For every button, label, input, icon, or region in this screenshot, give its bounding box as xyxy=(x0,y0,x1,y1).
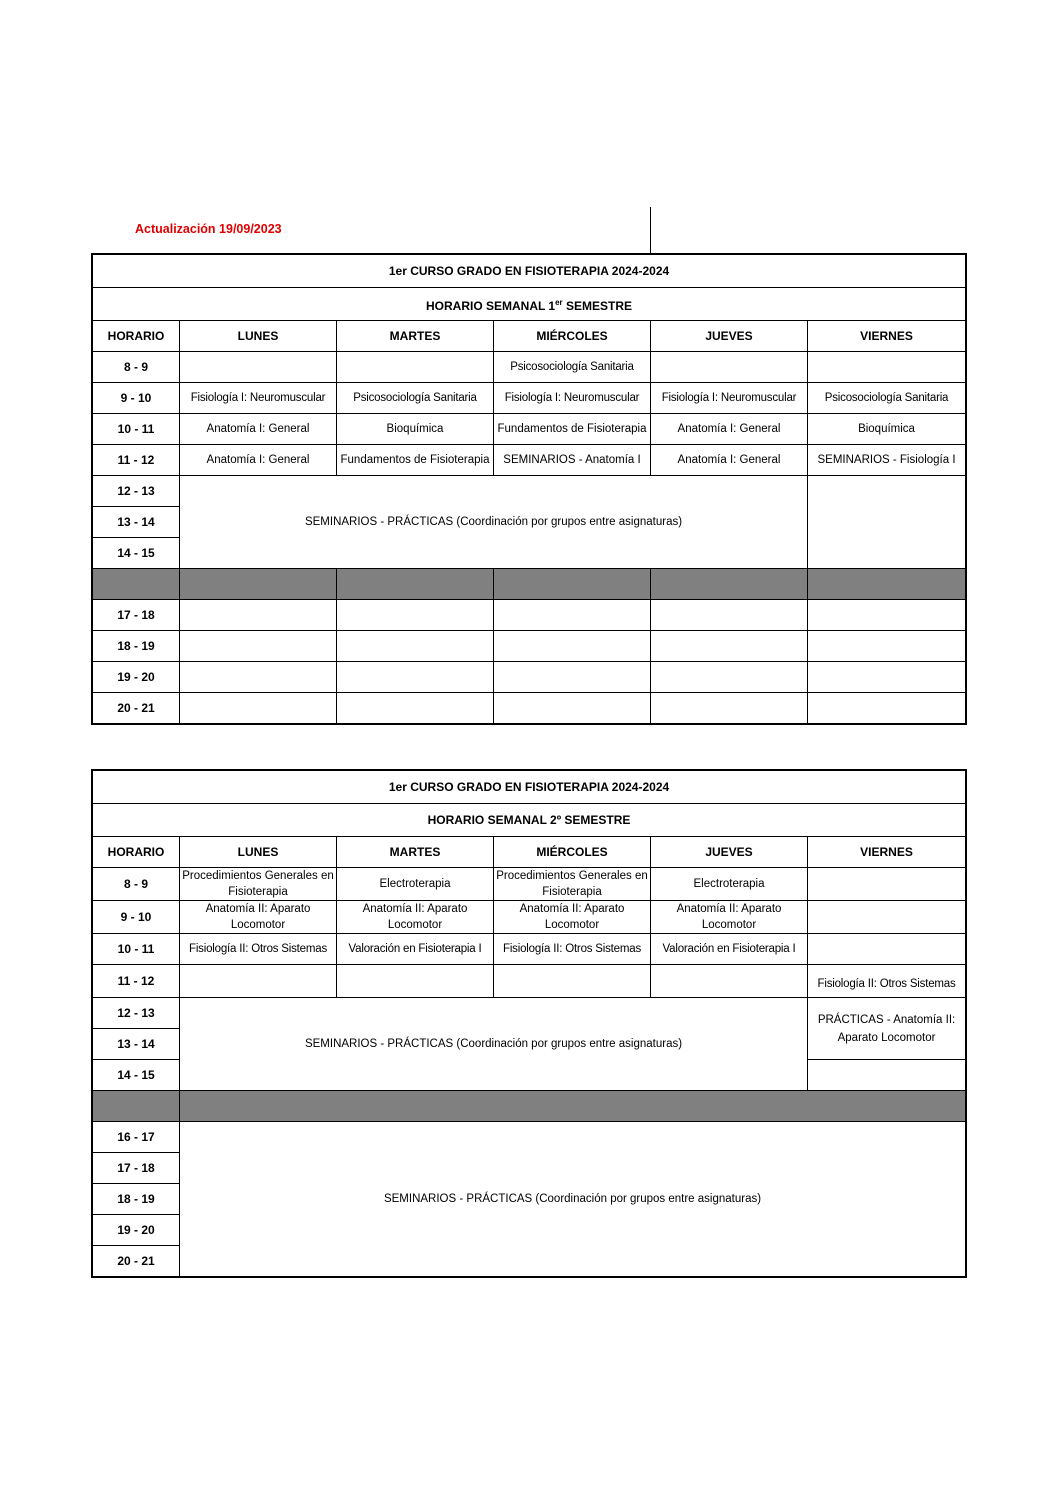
col-lunes: LUNES xyxy=(180,321,337,352)
table-row xyxy=(93,600,966,631)
hour-cell: 17 - 18 xyxy=(93,1153,180,1184)
class-cell: Anatomía II: Aparato Locomotor xyxy=(651,901,808,934)
table-row xyxy=(93,965,966,998)
table-row xyxy=(93,662,966,693)
table-row xyxy=(93,476,966,507)
hour-cell: 19 - 20 xyxy=(93,662,180,693)
table-row xyxy=(93,631,966,662)
table-row xyxy=(93,901,966,934)
hour-cell: 17 - 18 xyxy=(93,600,180,631)
divider-line xyxy=(650,207,651,253)
hour-cell: 11 - 12 xyxy=(93,445,180,476)
empty-cell xyxy=(651,662,808,693)
col-lunes: LUNES xyxy=(180,837,337,868)
class-cell xyxy=(494,965,651,998)
hour-cell: 11 - 12 xyxy=(93,965,180,998)
table-row xyxy=(93,934,966,965)
class-cell xyxy=(808,352,966,383)
class-cell: Procedimientos Generales en Fisioterapia xyxy=(180,868,337,901)
class-cell: Anatomía II: Aparato Locomotor xyxy=(337,901,494,934)
semester-title: HORARIO SEMANAL 1er SEMESTRE xyxy=(93,288,966,321)
empty-cell xyxy=(494,631,651,662)
break-row xyxy=(93,569,966,600)
course-title: 1er CURSO GRADO EN FISIOTERAPIA 2024-2024 xyxy=(93,771,966,804)
hour-cell: 18 - 19 xyxy=(93,1184,180,1215)
break-cell xyxy=(494,569,651,600)
class-cell: Valoración en Fisioterapia I xyxy=(337,934,494,965)
table-row xyxy=(93,414,966,445)
seminars-block: SEMINARIOS - PRÁCTICAS (Coordinación por grupos entre asignaturas) xyxy=(180,998,808,1091)
table-row xyxy=(93,998,966,1029)
col-viernes: VIERNES xyxy=(808,837,966,868)
class-cell: Electroterapia xyxy=(651,868,808,901)
empty-cell xyxy=(337,662,494,693)
class-cell xyxy=(808,868,966,901)
break-cell xyxy=(93,1091,180,1122)
course-title: 1er CURSO GRADO EN FISIOTERAPIA 2024-2024 xyxy=(93,255,966,288)
schedule-semester-1 xyxy=(92,254,966,724)
seminars-block-evening: SEMINARIOS - PRÁCTICAS (Coordinación por grupos entre asignaturas) xyxy=(180,1122,966,1277)
hour-cell: 16 - 17 xyxy=(93,1122,180,1153)
hour-cell: 14 - 15 xyxy=(93,1060,180,1091)
class-cell xyxy=(651,965,808,998)
empty-cell xyxy=(651,693,808,724)
empty-cell xyxy=(651,600,808,631)
class-cell: Anatomía I: General xyxy=(180,445,337,476)
col-horario: HORARIO xyxy=(93,837,180,868)
hour-cell: 10 - 11 xyxy=(93,934,180,965)
break-cell xyxy=(93,569,180,600)
class-cell: Anatomía I: General xyxy=(651,414,808,445)
table-row xyxy=(93,868,966,901)
col-martes: MARTES xyxy=(337,321,494,352)
hour-cell: 12 - 13 xyxy=(93,998,180,1029)
table-row xyxy=(93,445,966,476)
hour-cell: 20 - 21 xyxy=(93,693,180,724)
schedule-semester-2 xyxy=(92,770,966,1277)
break-cell xyxy=(808,569,966,600)
col-jueves: JUEVES xyxy=(651,321,808,352)
class-cell: Psicosociología Sanitaria xyxy=(337,383,494,414)
hour-cell: 19 - 20 xyxy=(93,1215,180,1246)
class-cell: Fisiología II: Otros Sistemas xyxy=(180,934,337,965)
practicas-cell: PRÁCTICAS - Anatomía II: Aparato Locomotor xyxy=(808,998,966,1060)
col-horario: HORARIO xyxy=(93,321,180,352)
table-row xyxy=(93,352,966,383)
table-row xyxy=(93,383,966,414)
class-cell: Anatomía II: Aparato Locomotor xyxy=(494,901,651,934)
hour-cell: 13 - 14 xyxy=(93,507,180,538)
class-cell: Procedimientos Generales en Fisioterapia xyxy=(494,868,651,901)
empty-cell xyxy=(180,631,337,662)
semester-title: HORARIO SEMANAL 2º SEMESTRE xyxy=(93,804,966,837)
empty-cell xyxy=(494,693,651,724)
class-cell: Fisiología I: Neuromuscular xyxy=(494,383,651,414)
empty-cell xyxy=(808,600,966,631)
hour-cell: 14 - 15 xyxy=(93,538,180,569)
class-cell: Fisiología I: Neuromuscular xyxy=(180,383,337,414)
class-cell: Anatomía I: General xyxy=(651,445,808,476)
seminars-block: SEMINARIOS - PRÁCTICAS (Coordinación por grupos entre asignaturas) xyxy=(180,476,808,569)
class-cell: Electroterapia xyxy=(337,868,494,901)
class-cell xyxy=(808,901,966,934)
class-cell: Psicosociología Sanitaria xyxy=(808,383,966,414)
class-cell xyxy=(337,965,494,998)
class-cell: Fisiología I: Neuromuscular xyxy=(651,383,808,414)
break-cell xyxy=(180,569,337,600)
hour-cell: 8 - 9 xyxy=(93,352,180,383)
break-cell xyxy=(337,569,494,600)
empty-cell xyxy=(808,693,966,724)
hour-cell: 13 - 14 xyxy=(93,1029,180,1060)
hour-cell: 9 - 10 xyxy=(93,383,180,414)
empty-cell xyxy=(337,600,494,631)
hour-cell: 12 - 13 xyxy=(93,476,180,507)
class-cell: SEMINARIOS - Anatomía I xyxy=(494,445,651,476)
empty-cell xyxy=(337,631,494,662)
class-cell: Fundamentos de Fisioterapia xyxy=(494,414,651,445)
break-row xyxy=(93,1091,966,1122)
table-row xyxy=(93,693,966,724)
class-cell: Fundamentos de Fisioterapia xyxy=(337,445,494,476)
empty-cell xyxy=(337,693,494,724)
class-cell: Bioquímica xyxy=(808,414,966,445)
col-viernes: VIERNES xyxy=(808,321,966,352)
col-miercoles: MIÉRCOLES xyxy=(494,321,651,352)
empty-cell xyxy=(180,662,337,693)
update-date: Actualización 19/09/2023 xyxy=(135,222,282,236)
class-cell: Fisiología II: Otros Sistemas xyxy=(494,934,651,965)
class-cell: Fisiología II: Otros Sistemas xyxy=(808,965,966,998)
class-cell: SEMINARIOS - Fisiología I xyxy=(808,445,966,476)
col-martes: MARTES xyxy=(337,837,494,868)
class-cell: Anatomía II: Aparato Locomotor xyxy=(180,901,337,934)
break-cell xyxy=(651,569,808,600)
col-miercoles: MIÉRCOLES xyxy=(494,837,651,868)
empty-cell xyxy=(808,476,966,569)
class-cell xyxy=(180,352,337,383)
empty-cell xyxy=(651,631,808,662)
hour-cell: 10 - 11 xyxy=(93,414,180,445)
class-cell: Bioquímica xyxy=(337,414,494,445)
class-cell: Valoración en Fisioterapia I xyxy=(651,934,808,965)
col-jueves: JUEVES xyxy=(651,837,808,868)
hour-cell: 18 - 19 xyxy=(93,631,180,662)
table-row xyxy=(93,1122,966,1153)
class-cell xyxy=(180,965,337,998)
break-cell xyxy=(180,1091,966,1122)
empty-cell xyxy=(180,693,337,724)
empty-cell xyxy=(494,662,651,693)
hour-cell: 8 - 9 xyxy=(93,868,180,901)
class-cell xyxy=(808,934,966,965)
class-cell: Psicosociología Sanitaria xyxy=(494,352,651,383)
empty-cell xyxy=(808,631,966,662)
empty-cell xyxy=(180,600,337,631)
class-cell xyxy=(337,352,494,383)
empty-cell xyxy=(808,1060,966,1091)
empty-cell xyxy=(494,600,651,631)
hour-cell: 20 - 21 xyxy=(93,1246,180,1277)
hour-cell: 9 - 10 xyxy=(93,901,180,934)
class-cell xyxy=(651,352,808,383)
class-cell: Anatomía I: General xyxy=(180,414,337,445)
empty-cell xyxy=(808,662,966,693)
